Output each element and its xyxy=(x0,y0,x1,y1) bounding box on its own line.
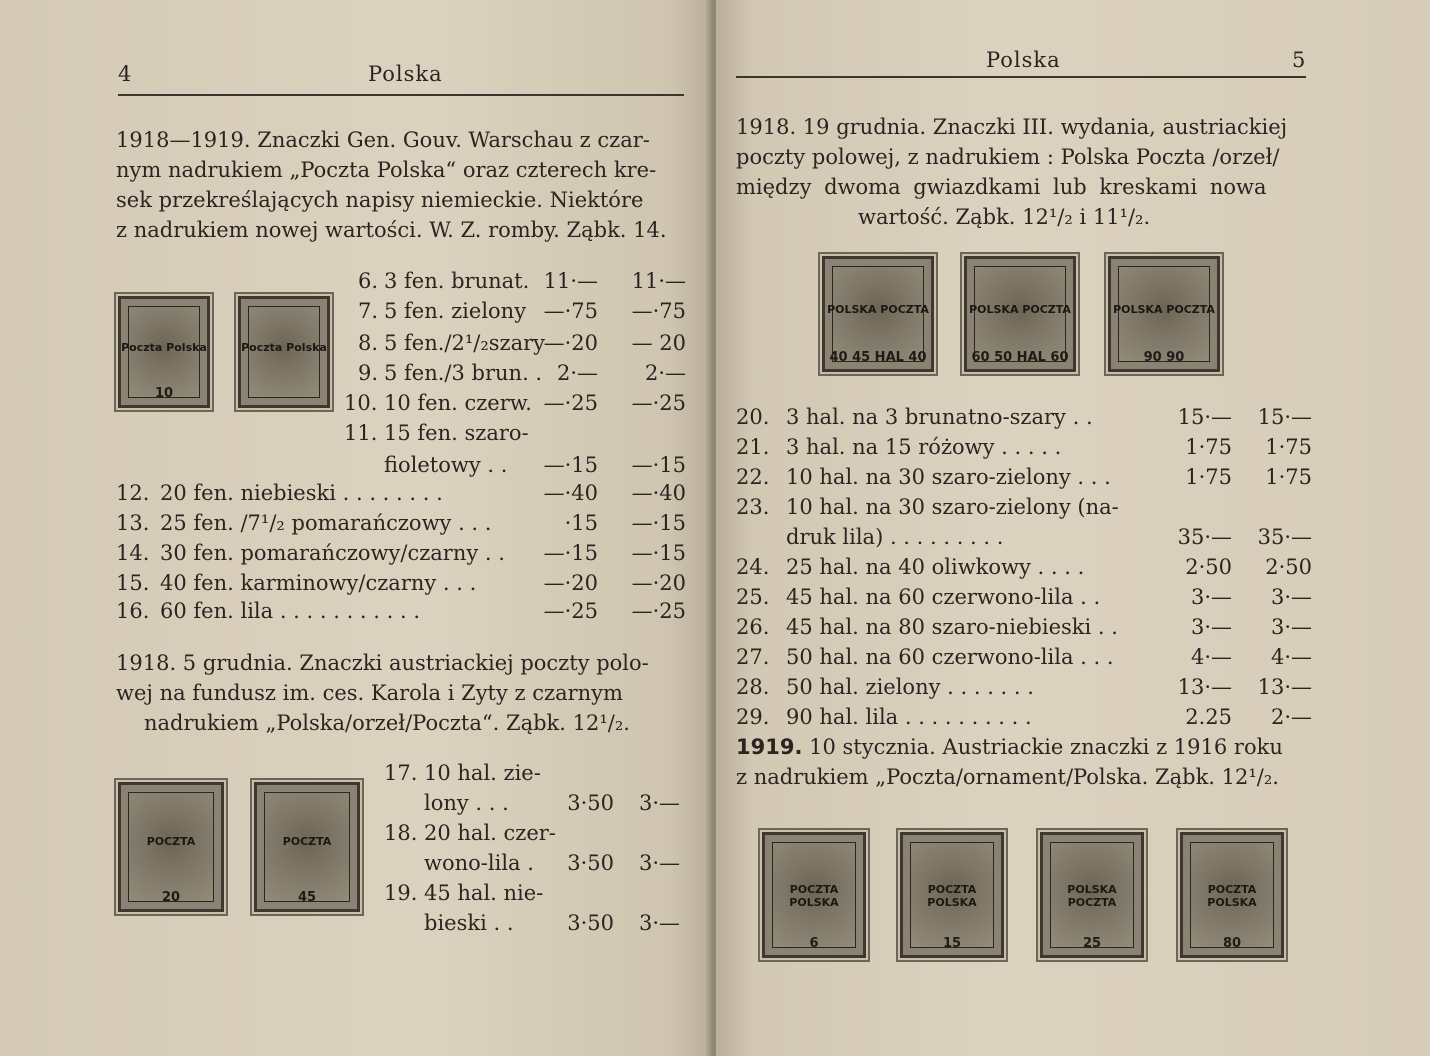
stamp-overprint: POLSKA POCZTA xyxy=(969,303,1071,316)
intro-line: z nadrukiem „Poczta/ornament/Polska. Ząbk. 12¹/₂. xyxy=(736,765,1279,789)
stamp-value: 40 45 HAL 40 xyxy=(829,350,927,365)
intro-line: nadrukiem „Polska/orzeł/Poczta“. Ząbk. 12¹/₂. xyxy=(144,711,630,735)
entry-description: 10 hal. na 30 szaro-zielony . . . xyxy=(786,465,1111,489)
price-unused: ·15 xyxy=(564,511,598,535)
price-used: 13·— xyxy=(1257,675,1312,699)
stamp-overprint: POCZTA xyxy=(282,834,332,848)
intro-line: 1918. 5 grudnia. Znaczki austriackiej poczty polo- xyxy=(116,651,649,675)
stamp-value: 6 xyxy=(809,936,819,951)
entry-number: 27. xyxy=(736,645,770,669)
entry-number: 29. xyxy=(736,705,770,729)
stamp-image xyxy=(1040,832,1144,958)
price-unused: —·25 xyxy=(543,599,598,623)
price-used: —·20 xyxy=(631,571,686,595)
catalog-entry xyxy=(736,612,1312,642)
catalog-entry xyxy=(116,538,690,568)
catalog-entry xyxy=(384,788,694,818)
stamp-value: 20 xyxy=(161,890,181,905)
price-used: —·75 xyxy=(631,299,686,323)
second-intro-left xyxy=(116,648,690,738)
price-unused: 15·— xyxy=(1177,405,1232,429)
stamp-image xyxy=(238,296,330,408)
entry-description: lony . . . xyxy=(424,791,509,815)
entry-number: 14. xyxy=(116,541,150,565)
catalog-entry xyxy=(116,508,690,538)
catalog-entry xyxy=(736,522,1312,552)
stamp-overprint: POCZTA xyxy=(146,834,196,848)
price-unused: 3·50 xyxy=(567,791,614,815)
catalog-entry xyxy=(384,878,694,908)
entry-number: 8. xyxy=(358,331,379,355)
stamp-overprint: POLSKA POCZTA xyxy=(827,303,929,316)
entry-description: fioletowy . . xyxy=(384,453,508,477)
price-used: 1·75 xyxy=(1265,465,1312,489)
entry-description: 40 fen. karminowy/czarny . . . xyxy=(160,571,477,595)
year-label: 1919. xyxy=(736,735,803,759)
intro-line: wartość. Ząbk. 12¹/₂ i 11¹/₂. xyxy=(858,205,1151,229)
entry-description: wono-lila . xyxy=(424,851,534,875)
catalog-entry xyxy=(340,266,690,296)
left-page xyxy=(0,0,712,1056)
intro-paragraph-left xyxy=(116,125,690,245)
entry-number: 17. xyxy=(384,761,418,785)
stamp-overprint: POCZTA POLSKA xyxy=(1207,883,1257,909)
stamp-overprint: Poczta Polska xyxy=(241,341,327,355)
stamp-overprint: POCZTA POLSKA xyxy=(789,883,839,909)
price-used: 2·50 xyxy=(1265,555,1312,579)
catalog-entry xyxy=(736,582,1312,612)
price-used: 3·— xyxy=(638,791,680,815)
stamp-overprint: POCZTA POLSKA xyxy=(927,883,977,909)
stamp-image xyxy=(118,296,210,408)
entry-description: 45 hal. nie- xyxy=(424,881,544,905)
stamp-value: 10 xyxy=(154,386,174,401)
price-unused: 3·50 xyxy=(567,911,614,935)
price-unused: 3·— xyxy=(1190,585,1232,609)
stamp-image xyxy=(1108,256,1220,372)
stamp-value: 15 xyxy=(942,936,962,951)
price-unused: 3·— xyxy=(1190,615,1232,639)
price-unused: —·75 xyxy=(543,299,598,323)
catalog-entry xyxy=(736,462,1312,492)
entry-description: 3 fen. brunat. xyxy=(384,269,530,293)
price-unused: 3·50 xyxy=(567,851,614,875)
price-used: —·15 xyxy=(631,511,686,535)
catalog-entry xyxy=(384,818,694,848)
price-unused: —·25 xyxy=(543,391,598,415)
stamp-image xyxy=(762,832,866,958)
running-head-right: Polska xyxy=(986,48,1061,72)
price-used: —·25 xyxy=(631,599,686,623)
price-used: 3·— xyxy=(638,911,680,935)
entry-number: 7. xyxy=(358,299,379,323)
entry-number: 9. xyxy=(358,361,379,385)
catalog-entry xyxy=(340,418,690,448)
entry-description: 45 hal. na 60 czerwono-lila . . xyxy=(786,585,1101,609)
entry-number: 15. xyxy=(116,571,150,595)
entry-description: 50 hal. na 60 czerwono-lila . . . xyxy=(786,645,1114,669)
stamp-overprint: POLSKA POCZTA xyxy=(1113,303,1215,316)
price-unused: 2·50 xyxy=(1185,555,1232,579)
catalog-entry xyxy=(384,758,694,788)
entry-description: 20 hal. czer- xyxy=(424,821,556,845)
catalog-entry xyxy=(116,478,690,508)
intro-line: 1918—1919. Znaczki Gen. Gouv. Warschau z czar- xyxy=(116,128,650,152)
stamp-overprint: Poczta Polska xyxy=(121,341,207,355)
catalog-entry xyxy=(736,402,1312,432)
entry-description: 10 hal. zie- xyxy=(424,761,541,785)
entry-description: 15 fen. szaro- xyxy=(384,421,529,445)
entry-number: 13. xyxy=(116,511,150,535)
catalog-entry xyxy=(384,908,694,938)
catalog-entry xyxy=(340,388,690,418)
price-unused: 1·75 xyxy=(1185,435,1232,459)
catalog-entry xyxy=(736,672,1312,702)
entry-number: 22. xyxy=(736,465,770,489)
price-unused: —·15 xyxy=(543,541,598,565)
price-used: 2·— xyxy=(644,361,686,385)
entry-number: 11. xyxy=(344,421,378,445)
intro-line: wej na fundusz im. ces. Karola i Zyty z czarnym xyxy=(116,681,623,705)
entry-number: 21. xyxy=(736,435,770,459)
entry-number: 16. xyxy=(116,599,150,623)
catalog-entry xyxy=(736,702,1312,732)
entry-number: 10. xyxy=(344,391,378,415)
page-number-right: 5 xyxy=(1292,48,1307,72)
entry-description: 30 fen. pomarańczowy/czarny . . xyxy=(160,541,505,565)
entry-number: 24. xyxy=(736,555,770,579)
entry-number: 26. xyxy=(736,615,770,639)
price-unused: 11·— xyxy=(543,269,598,293)
price-used: 3·— xyxy=(1270,585,1312,609)
price-used: 1·75 xyxy=(1265,435,1312,459)
entry-description: 60 fen. lila . . . . . . . . . . . xyxy=(160,599,420,623)
entry-description: 5 fen./2¹/₂szary xyxy=(384,331,546,355)
right-page xyxy=(716,0,1430,1056)
catalog-entry xyxy=(736,432,1312,462)
catalog-entry xyxy=(384,848,694,878)
price-used: 4·— xyxy=(1270,645,1312,669)
entry-number: 20. xyxy=(736,405,770,429)
stamp-value: 25 xyxy=(1082,936,1102,951)
header-rule-right xyxy=(736,76,1306,78)
stamp-value: 60 50 HAL 60 xyxy=(971,350,1069,365)
stamp-image xyxy=(964,256,1076,372)
price-unused: 35·— xyxy=(1177,525,1232,549)
price-unused: 2.25 xyxy=(1185,705,1232,729)
catalog-entry xyxy=(116,568,690,598)
price-used: 3·— xyxy=(1270,615,1312,639)
price-used: —·15 xyxy=(631,541,686,565)
price-unused: 13·— xyxy=(1177,675,1232,699)
entry-description: 90 hal. lila . . . . . . . . . . xyxy=(786,705,1032,729)
catalog-entry xyxy=(116,596,690,626)
stamp-value: 45 xyxy=(297,890,317,905)
catalog-entry xyxy=(736,492,1312,522)
intro-line: nym nadrukiem „Poczta Polska“ oraz czterech kre- xyxy=(116,158,657,182)
entry-number: 6. xyxy=(358,269,379,293)
stamp-value: 80 xyxy=(1222,936,1242,951)
entry-description: 5 fen./3 brun. . xyxy=(384,361,543,385)
entry-number: 28. xyxy=(736,675,770,699)
intro-text: 10 stycznia. Austriackie znaczki z 1916 roku xyxy=(802,735,1283,759)
page-number-left: 4 xyxy=(118,62,133,86)
entry-description: 10 fen. czerw. xyxy=(384,391,532,415)
entry-number: 19. xyxy=(384,881,418,905)
entry-description: 45 hal. na 80 szaro-niebieski . . xyxy=(786,615,1118,639)
price-unused: 2·— xyxy=(556,361,598,385)
price-used: — 20 xyxy=(631,331,686,355)
stamp-value: 90 90 xyxy=(1143,350,1185,365)
price-used: —·25 xyxy=(631,391,686,415)
entry-description: 10 hal. na 30 szaro-zielony (na- xyxy=(786,495,1119,519)
entry-number: 18. xyxy=(384,821,418,845)
intro-line: poczty polowej, z nadrukiem : Polska Poczta /orzeł/ xyxy=(736,145,1280,169)
price-used: 2·— xyxy=(1270,705,1312,729)
catalog-entry xyxy=(736,552,1312,582)
price-unused: —·15 xyxy=(543,453,598,477)
price-unused: —·40 xyxy=(543,481,598,505)
price-used: —·40 xyxy=(631,481,686,505)
entry-description: 20 fen. niebieski . . . . . . . . xyxy=(160,481,443,505)
entry-description: 3 hal. na 15 różowy . . . . . xyxy=(786,435,1062,459)
intro-line: 1918. 19 grudnia. Znaczki III. wydania, austriackiej xyxy=(736,115,1288,139)
entry-description: bieski . . xyxy=(424,911,514,935)
entry-description: 3 hal. na 3 brunatno-szary . . xyxy=(786,405,1093,429)
running-head-left: Polska xyxy=(368,62,443,86)
stamp-image xyxy=(1180,832,1284,958)
stamp-image xyxy=(254,782,360,912)
entry-number: 23. xyxy=(736,495,770,519)
intro-line: z nadrukiem nowej wartości. W. Z. romby. Ząbk. 14. xyxy=(116,218,667,242)
entry-number: 25. xyxy=(736,585,770,609)
stamp-image xyxy=(900,832,1004,958)
price-used: 35·— xyxy=(1257,525,1312,549)
catalog-entry xyxy=(340,450,690,480)
entry-description: 50 hal. zielony . . . . . . . xyxy=(786,675,1034,699)
price-unused: —·20 xyxy=(543,331,598,355)
second-intro-right xyxy=(736,732,1316,792)
price-unused: 1·75 xyxy=(1185,465,1232,489)
stamp-image xyxy=(118,782,224,912)
header-rule-left xyxy=(118,94,684,96)
entry-description: 25 fen. /7¹/₂ pomarańczowy . . . xyxy=(160,511,492,535)
intro-paragraph-right xyxy=(736,112,1310,232)
price-used: 3·— xyxy=(638,851,680,875)
intro-line xyxy=(736,732,1316,762)
stamp-image xyxy=(822,256,934,372)
price-unused: —·20 xyxy=(543,571,598,595)
catalog-entry xyxy=(340,358,690,388)
price-used: —·15 xyxy=(631,453,686,477)
stamp-overprint: POLSKA POCZTA xyxy=(1067,883,1117,909)
catalog-entry xyxy=(340,328,690,358)
intro-line: między dwoma gwiazdkami lub kreskami nowa xyxy=(736,175,1267,199)
catalog-entry xyxy=(340,296,690,326)
price-unused: 4·— xyxy=(1190,645,1232,669)
intro-line: sek przekreślających napisy niemieckie. Niektóre xyxy=(116,188,644,212)
entry-description: 5 fen. zielony xyxy=(384,299,527,323)
entry-description: 25 hal. na 40 oliwkowy . . . . xyxy=(786,555,1085,579)
price-used: 11·— xyxy=(631,269,686,293)
entry-number: 12. xyxy=(116,481,150,505)
entry-description: druk lila) . . . . . . . . . xyxy=(786,525,1004,549)
catalog-entry xyxy=(736,642,1312,672)
price-used: 15·— xyxy=(1257,405,1312,429)
